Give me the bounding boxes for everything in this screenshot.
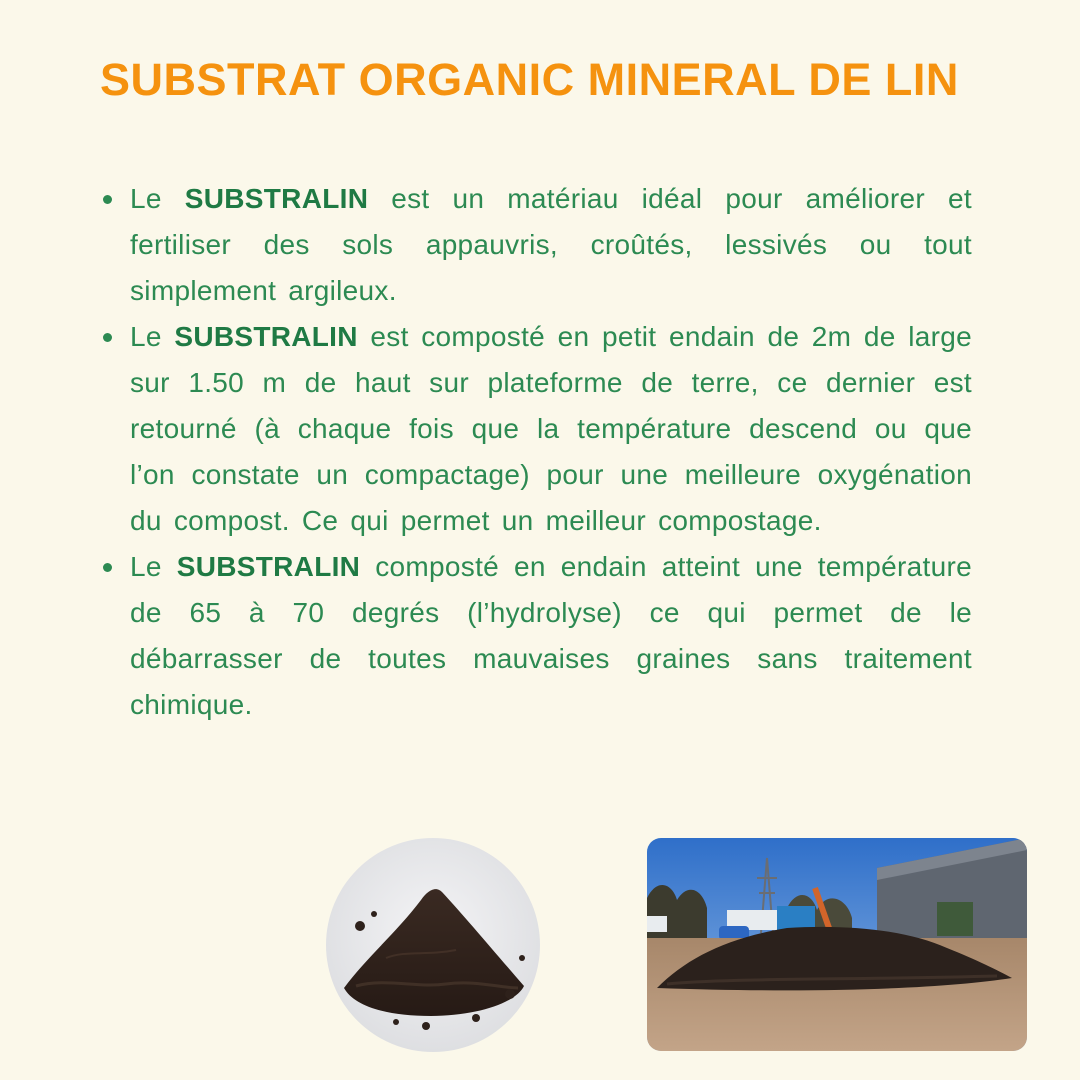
compost-windrow-photo (647, 838, 1027, 1051)
bullet-dot-icon (103, 563, 112, 572)
brand-name: SUBSTRALIN (174, 321, 358, 352)
bullet-prefix: Le (130, 183, 185, 214)
bullet-text: composté en endain atteint une température de 65 à 70 degrés (l’hydrolyse) ce qui permet de le débarrasser de toutes mauvaises graines sans traitement chimique. (130, 551, 972, 720)
brand-name: SUBSTRALIN (176, 551, 361, 582)
bullet-prefix: Le (130, 551, 177, 582)
page-title: SUBSTRAT ORGANIC MINERAL DE LIN (100, 54, 959, 105)
bullet-item (100, 176, 972, 314)
bullet-dot-icon (103, 195, 112, 204)
bullet-item (100, 544, 972, 728)
brand-name: SUBSTRALIN (184, 183, 369, 214)
bullet-text: est un matériau idéal pour améliorer et fertiliser des sols appauvris, croûtés, lessivés ou tout simplement argileux. (130, 183, 972, 306)
bullet-prefix: Le (130, 321, 175, 352)
soil-pile-photo (326, 838, 540, 1052)
bullet-list (100, 176, 972, 728)
bullet-text: est composté en petit endain de 2m de large sur 1.50 m de haut sur plateforme de terre, ce dernier est retourné (à chaque fois que la température descend ou que l’on constate un compactage) pour une meilleure oxygénation du compost. Ce qui permet un meilleur compostage. (130, 321, 972, 536)
bullet-item (100, 314, 972, 544)
bullet-dot-icon (103, 333, 112, 342)
